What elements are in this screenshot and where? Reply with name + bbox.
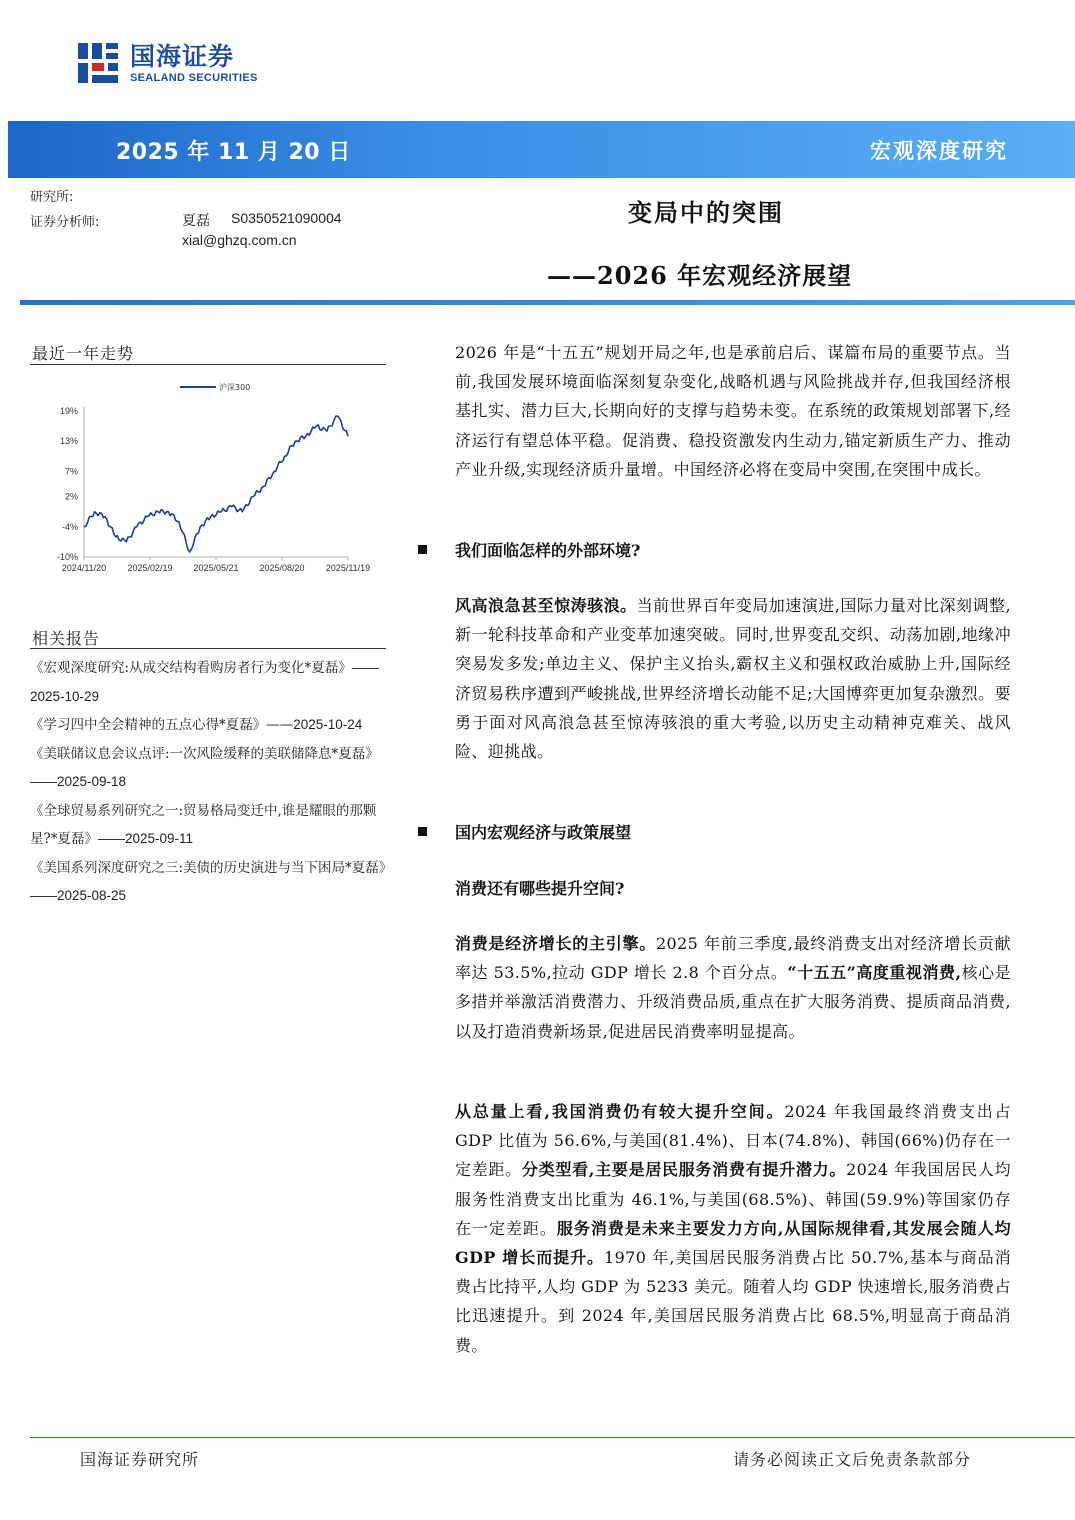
y-tick-label: 19%	[59, 406, 78, 416]
company-logo	[74, 38, 258, 90]
analyst-label: 证券分析师:	[30, 215, 100, 230]
trend-title: 最近一年走势	[32, 344, 135, 363]
related-report-item[interactable]: 《美联储议息会议点评:一次风险缓释的美联储降息*夏磊》——2025-09-18	[30, 745, 379, 789]
y-tick-label: 13%	[59, 436, 78, 447]
related-divider	[30, 648, 386, 649]
related-title: 相关报告	[32, 629, 101, 648]
x-tick-label: 2025/05/21	[193, 563, 239, 573]
bullet-square-icon	[418, 827, 427, 836]
hs300-series-line	[84, 416, 348, 552]
section-heading-domestic: 国内宏观经济与政策展望	[418, 820, 631, 843]
x-tick-label: 2025/02/19	[127, 563, 173, 573]
trend-chart	[30, 375, 386, 585]
related-report-item[interactable]: 《宏观深度研究:从成交结构看购房者行为变化*夏磊》——2025-10-29	[30, 660, 379, 704]
footer-disclaimer: 请务必阅读正文后免责条款部分	[733, 1450, 972, 1469]
y-tick-label: -10%	[56, 552, 78, 562]
x-tick-label: 2025/11/19	[325, 563, 371, 573]
logo-name-en: SEALAND SECURITIES	[130, 72, 258, 84]
logo-name-cn: 国海证券	[130, 42, 235, 71]
footer-divider	[30, 1437, 1075, 1438]
section-heading-external: 我们面临怎样的外部环境?	[418, 538, 640, 561]
report-title: 变局中的突围	[628, 198, 784, 227]
related-report-item[interactable]: 《美国系列深度研究之三:美债的历史演进与当下困局*夏磊》——2025-08-25	[30, 859, 393, 903]
analyst-name: 夏磊	[182, 213, 210, 229]
footer-institute: 国海证券研究所	[80, 1450, 200, 1469]
y-tick-label: 2%	[64, 491, 78, 502]
related-report-item[interactable]: 《全球贸易系列研究之一:贸易格局变迁中,谁是耀眼的那颗星?*夏磊》——2025-09-11	[30, 802, 377, 847]
external-paragraph: 风高浪急甚至惊涛骇浪。当前世界百年变局加速演进,国际力量对比深刻调整,新一轮科技革命和产业变革加速突破。同时,世界变乱交织、动荡加剧,地缘冲突易发多发;单边主义、保护主义抬头,霸权主义和强权政治威胁上升,国际经济贸易秩序遭到严峻挑战,世界经济增长动能不足;大国博弈更加复杂激烈。要勇于面对风高浪急甚至惊涛骇浪的重大考验,以历史主动精神克难关、战风险、迎挑战。	[455, 596, 1011, 762]
header-divider	[20, 300, 1075, 305]
subsection-heading-consumption: 消费还有哪些提升空间?	[455, 879, 625, 898]
related-report-item[interactable]: 《学习四中全会精神的五点心得*夏磊》——2025-10-24	[30, 717, 363, 733]
analyst-email: xial@ghzq.com.cn	[182, 232, 297, 248]
trend-chart-svg	[30, 375, 386, 585]
institute-label: 研究所:	[30, 190, 74, 205]
header-banner	[8, 121, 1075, 178]
consumption-paragraph-1: 消费是经济增长的主引擎。2025 年前三季度,最终消费支出对经济增长贡献率达 53.5%,拉动 GDP 增长 2.8 个百分点。“十五五”高度重视消费,核心是多措并举激活消费潜力、升级消费品质,重点在扩大服务消费、提质商品消费,以及打造消费新场景,促进居民消费率明显提高。	[455, 934, 1012, 1041]
logo-mark-icon	[74, 39, 124, 89]
consumption-paragraph-2: 从总量上看,我国消费仍有较大提升空间。2024 年我国最终消费支出占 GDP 比值为 56.6%,与美国(81.4%)、日本(74.8%)、韩国(66%)仍存在一定差距。分类型看,主要是居民服务消费有提升潜力。2024 年我国居民人均服务性消费支出比重为 46.1%,与美国(68.5%)、韩国(59.9%)等国家仍存在一定差距。服务消费是未来主要发力方向,从国际规律看,其发展会随人均 GDP 增长而提升。1970 年,美国居民服务消费占比 50.7%,基本与商品消费占比持平,人均 GDP 为 5233 美元。随着人均 GDP 快速增长,服务消费占比迅速提升。到 2024 年,美国居民服务消费占比 68.5%,明显高于商品消费。	[455, 1102, 1011, 1355]
report-date: 2025 年 11 月 20 日	[116, 140, 351, 165]
bullet-square-icon	[418, 545, 427, 554]
y-tick-label: -4%	[61, 521, 78, 532]
y-tick-label: 7%	[64, 466, 78, 477]
legend-label: 沪深300	[219, 383, 251, 392]
x-tick-label: 2025/08/20	[259, 563, 305, 573]
analyst-id: S0350521090004	[231, 210, 342, 226]
intro-paragraph: 2026 年是“十五五”规划开局之年,也是承前启后、谋篇布局的重要节点。当前,我国发展环境面临深刻复杂变化,战略机遇与风险挑战并存,但我国经济根基扎实、潜力巨大,长期向好的支撑与趋势未变。在系统的政策规划部署下,经济运行有望总体平稳。促消费、稳投资激发内生动力,锚定新质生产力、推动产业升级,实现经济质升量增。中国经济必将在变局中突围,在突围中成长。	[455, 343, 1011, 479]
related-reports-list	[30, 654, 393, 911]
x-tick-label: 2024/11/20	[61, 563, 107, 573]
report-type: 宏观深度研究	[870, 139, 1008, 163]
trend-divider	[30, 364, 386, 365]
report-subtitle: ——2026 年宏观经济展望	[547, 261, 853, 290]
